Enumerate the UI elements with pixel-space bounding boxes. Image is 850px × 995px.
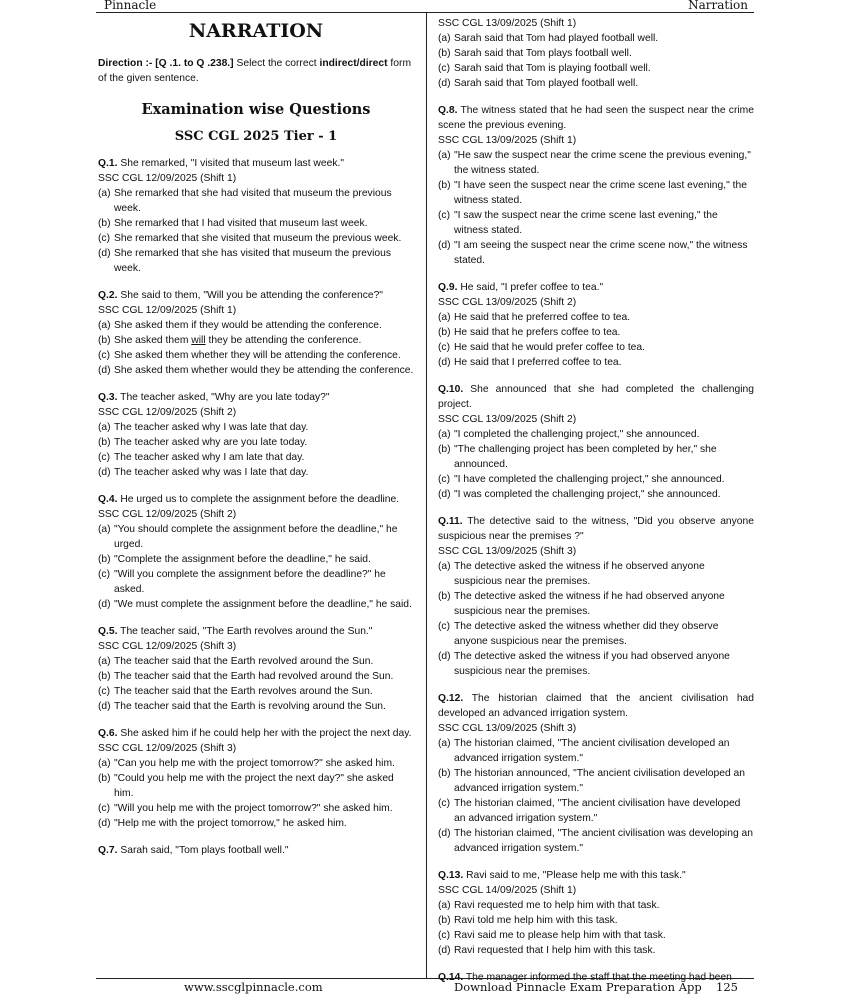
exam-source: SSC CGL 12/09/2025 (Shift 2) <box>98 509 237 520</box>
question-block <box>98 492 414 612</box>
question-text <box>438 103 754 133</box>
page-title: NARRATION <box>188 20 324 42</box>
answer-option <box>438 559 754 589</box>
question-block <box>438 103 754 268</box>
question-stem: He said, "I prefer coffee to tea." <box>460 282 604 293</box>
option-text: Sarah said that Tom plays football well. <box>454 48 632 59</box>
question-block <box>98 156 414 276</box>
option-letter: (b) <box>98 554 111 565</box>
question-block <box>98 390 414 480</box>
exam-source: SSC CGL 13/09/2025 (Shift 2) <box>438 297 577 308</box>
right-question-list <box>438 16 754 985</box>
option-letter: (b) <box>438 180 451 191</box>
question-block <box>438 382 754 502</box>
answer-option <box>98 567 414 597</box>
question-number: Q.13. <box>438 870 464 881</box>
option-text: The detective asked the witness if you had observed anyone suspicious near the premises. <box>454 651 730 677</box>
question-stem: She asked him if he could help her with the project the next day. <box>120 728 412 739</box>
answer-option <box>98 552 414 567</box>
option-letter: (c) <box>98 233 111 244</box>
answer-option <box>98 597 414 612</box>
option-letter: (d) <box>98 818 111 829</box>
answer-option <box>98 450 414 465</box>
answer-option <box>98 435 414 450</box>
answer-option <box>98 231 414 246</box>
question-text <box>98 624 414 639</box>
question-number: Q.6. <box>98 728 118 739</box>
answer-option <box>98 684 414 699</box>
answer-option <box>438 355 754 370</box>
answer-option <box>98 522 414 552</box>
option-text: "I have completed the challenging project," she announced. <box>454 474 725 485</box>
option-letter: (d) <box>98 599 111 610</box>
option-text: The teacher asked why are you late today. <box>114 437 308 448</box>
question-number: Q.10. <box>438 384 464 395</box>
answer-option <box>98 669 414 684</box>
answer-option <box>438 913 754 928</box>
question-stem: The historian claimed that the ancient civilisation had developed an advanced irrigation system. <box>438 693 754 719</box>
header-chapter: Narration <box>688 0 748 12</box>
option-letter: (c) <box>438 342 451 353</box>
option-text: "I was completed the challenging project," she announced. <box>454 489 721 500</box>
answer-option <box>438 943 754 958</box>
option-text: The teacher said that the Earth revolves around the Sun. <box>114 686 373 697</box>
option-letter: (c) <box>438 63 451 74</box>
question-stem: The witness stated that he had seen the suspect near the crime scene the previous evening. <box>438 105 754 131</box>
exam-source: SSC CGL 14/09/2025 (Shift 1) <box>438 885 577 896</box>
question-number: Q.7. <box>98 845 118 856</box>
option-letter: (a) <box>438 150 451 161</box>
exam-source: SSC CGL 12/09/2025 (Shift 1) <box>98 305 237 316</box>
option-text: "Will you help me with the project tomorrow?" she asked him. <box>114 803 393 814</box>
question-text <box>98 843 414 858</box>
answer-option <box>98 465 414 480</box>
option-letter: (c) <box>98 686 111 697</box>
option-letter: (c) <box>438 798 451 809</box>
answer-option <box>98 363 414 378</box>
exam-source: SSC CGL 13/09/2025 (Shift 3) <box>438 723 577 734</box>
option-text: She asked them if they would be attending the conference. <box>114 320 382 331</box>
answer-option <box>98 348 414 363</box>
subsection-heading: SSC CGL 2025 Tier - 1 <box>174 129 338 144</box>
option-text: The teacher asked why I was late that day. <box>114 422 309 433</box>
option-text: The teacher said that the Earth is revolving around the Sun. <box>114 701 386 712</box>
option-letter: (d) <box>438 78 451 89</box>
option-text: The historian claimed, "The ancient civilisation was developing an advanced irrigation system." <box>454 828 753 854</box>
option-text: Ravi requested that I help him with this task. <box>454 945 656 956</box>
option-letter: (a) <box>438 429 451 440</box>
answer-option <box>438 472 754 487</box>
answer-option <box>98 216 414 231</box>
answer-option <box>98 420 414 435</box>
question-number: Q.8. <box>438 105 458 116</box>
option-letter: (c) <box>438 930 451 941</box>
question-block <box>438 514 754 679</box>
answer-option <box>98 699 414 714</box>
option-letter: (c) <box>98 803 111 814</box>
footer-rule <box>96 978 754 979</box>
option-text: "He saw the suspect near the crime scene the previous evening," the witness stated. <box>454 150 751 176</box>
option-text: She remarked that she has visited that museum the previous week. <box>114 248 392 274</box>
question-number: Q.4. <box>98 494 118 505</box>
option-letter: (a) <box>98 320 111 331</box>
question-stem: The detective said to the witness, "Did you observe anyone suspicious near the premises ?" <box>438 516 754 542</box>
question-text <box>98 156 414 171</box>
question-block <box>98 288 414 378</box>
question-stem: The manager informed the staff that the meeting had been <box>465 972 732 983</box>
option-letter: (d) <box>438 651 451 662</box>
question-stem: Sarah said, "Tom plays football well." <box>120 845 289 856</box>
option-letter: (a) <box>438 900 451 911</box>
answer-option <box>438 826 754 856</box>
option-text: "The challenging project has been completed by her," she announced. <box>454 444 717 470</box>
exam-source: SSC CGL 13/09/2025 (Shift 2) <box>438 414 577 425</box>
direction-text-after: form of the given sentence. <box>98 58 412 84</box>
option-text: "I am seeing the suspect near the crime scene now," the witness stated. <box>454 240 748 266</box>
answer-option <box>98 333 414 348</box>
option-letter: (a) <box>98 656 111 667</box>
option-text: "I saw the suspect near the crime scene last evening," the witness stated. <box>454 210 718 236</box>
option-letter: (d) <box>98 467 111 478</box>
option-text: The teacher asked why I am late that day. <box>114 452 305 463</box>
question-text <box>98 492 414 507</box>
answer-option <box>98 318 414 333</box>
option-letter: (d) <box>98 701 111 712</box>
question-block <box>98 843 414 858</box>
option-text: Ravi said me to please help him with that task. <box>454 930 666 941</box>
option-letter: (a) <box>98 758 111 769</box>
answer-option <box>438 898 754 913</box>
option-letter: (b) <box>98 671 111 682</box>
answer-option <box>438 928 754 943</box>
option-letter: (a) <box>438 33 451 44</box>
option-letter: (b) <box>438 444 451 455</box>
answer-option <box>438 340 754 355</box>
exam-source: SSC CGL 12/09/2025 (Shift 3) <box>98 641 237 652</box>
option-text: "I completed the challenging project," she announced. <box>454 429 700 440</box>
question-number: Q.5. <box>98 626 118 637</box>
question-text <box>98 726 414 741</box>
answer-option <box>438 325 754 340</box>
option-text: "I have seen the suspect near the crime scene last evening," the witness stated. <box>454 180 747 206</box>
answer-option <box>438 31 754 46</box>
question-text <box>98 390 414 405</box>
question-number: Q.9. <box>438 282 458 293</box>
option-text: "You should complete the assignment before the deadline," he urged. <box>114 524 398 550</box>
option-letter: (d) <box>98 365 111 376</box>
answer-option <box>438 736 754 766</box>
answer-option <box>438 766 754 796</box>
answer-option <box>98 186 414 216</box>
answer-option <box>98 654 414 669</box>
question-number: Q.14. <box>438 972 464 983</box>
question-stem: The teacher said, "The Earth revolves around the Sun." <box>120 626 373 637</box>
option-text: The detective asked the witness whether did they observe anyone suspicious near the premises. <box>454 621 719 647</box>
exam-source: SSC CGL 13/09/2025 (Shift 3) <box>438 546 577 557</box>
option-letter: (d) <box>438 489 451 500</box>
direction-text <box>98 56 414 86</box>
exam-source: SSC CGL 12/09/2025 (Shift 3) <box>98 743 237 754</box>
option-letter: (c) <box>98 350 111 361</box>
answer-option <box>438 589 754 619</box>
option-text: She asked them whether would they be attending the conference. <box>114 365 414 376</box>
option-text: She remarked that I had visited that museum last week. <box>114 218 368 229</box>
option-letter: (c) <box>438 474 451 485</box>
option-letter: (c) <box>438 621 451 632</box>
question-stem: Ravi said to me, "Please help me with this task." <box>466 870 686 881</box>
exam-source: SSC CGL 13/09/2025 (Shift 1) <box>438 135 577 146</box>
answer-option <box>438 487 754 502</box>
question-text <box>438 280 754 295</box>
answer-option <box>438 46 754 61</box>
question-stem: She announced that she had completed the challenging project. <box>438 384 754 410</box>
direction-text-before: Select the correct <box>233 58 320 69</box>
option-letter: (d) <box>438 357 451 368</box>
question-block <box>438 16 754 91</box>
header-rule <box>96 12 754 13</box>
option-text: "Will you complete the assignment before the deadline?" he asked. <box>114 569 386 595</box>
option-letter: (b) <box>438 327 451 338</box>
answer-option <box>438 178 754 208</box>
option-text: The teacher said that the Earth revolved around the Sun. <box>114 656 374 667</box>
option-letter: (c) <box>98 569 111 580</box>
question-number: Q.12. <box>438 693 464 704</box>
option-letter: (b) <box>438 48 451 59</box>
question-block <box>98 624 414 714</box>
option-letter: (a) <box>98 188 111 199</box>
direction-label: Direction :- [Q .1. to Q .238.] <box>98 58 234 69</box>
answer-option <box>98 816 414 831</box>
answer-option <box>438 427 754 442</box>
option-letter: (a) <box>438 738 451 749</box>
option-text: Sarah said that Tom is playing football well. <box>454 63 651 74</box>
question-text <box>438 868 754 883</box>
option-letter: (a) <box>98 524 111 535</box>
option-letter: (d) <box>438 240 451 251</box>
option-text: He said that he preferred coffee to tea. <box>454 312 631 323</box>
option-letter: (b) <box>98 773 111 784</box>
exam-source: SSC CGL 12/09/2025 (Shift 2) <box>98 407 237 418</box>
column-divider <box>426 12 427 978</box>
option-text: "We must complete the assignment before the deadline," he said. <box>114 599 412 610</box>
answer-option <box>438 796 754 826</box>
option-letter: (b) <box>438 768 451 779</box>
answer-option <box>98 756 414 771</box>
header-brand: Pinnacle <box>104 0 157 12</box>
question-block <box>98 726 414 831</box>
option-text: Sarah said that Tom played football well. <box>454 78 639 89</box>
footer-website: www.sscglpinnacle.com <box>184 980 323 994</box>
question-block <box>438 691 754 856</box>
option-text: The detective asked the witness if he had observed anyone suspicious near the premises. <box>454 591 725 617</box>
option-letter: (b) <box>98 335 111 346</box>
option-text: The historian claimed, "The ancient civilisation developed an advanced irrigation system." <box>454 738 730 764</box>
option-letter: (a) <box>438 561 451 572</box>
answer-option <box>98 246 414 276</box>
option-text: She asked them whether they will be attending the conference. <box>114 350 401 361</box>
option-letter: (b) <box>438 915 451 926</box>
option-text: "Complete the assignment before the deadline," he said. <box>114 554 371 565</box>
option-letter: (b) <box>438 591 451 602</box>
answer-option <box>438 208 754 238</box>
option-text: The historian announced, "The ancient civilisation developed an advanced irrigation system." <box>454 768 746 794</box>
question-stem: He urged us to complete the assignment before the deadline. <box>120 494 400 505</box>
footer-page-number: 125 <box>716 980 738 994</box>
option-text: The teacher asked why was I late that day. <box>114 467 309 478</box>
exam-source: SSC CGL 12/09/2025 (Shift 1) <box>98 173 237 184</box>
option-letter: (a) <box>438 312 451 323</box>
question-stem: The teacher asked, "Why are you late today?" <box>120 392 330 403</box>
right-column <box>438 16 754 985</box>
option-text: Sarah said that Tom had played football well. <box>454 33 659 44</box>
option-text: She asked them will they be attending the conference. <box>114 335 362 346</box>
option-letter: (b) <box>98 218 111 229</box>
option-letter: (c) <box>98 452 111 463</box>
option-text: She remarked that she had visited that museum the previous week. <box>114 188 392 214</box>
footer-app-promo: Download Pinnacle Exam Preparation App <box>454 980 702 994</box>
exam-source: SSC CGL 13/09/2025 (Shift 1) <box>438 18 577 29</box>
question-block <box>438 868 754 958</box>
option-text: "Could you help me with the project the next day?" she asked him. <box>114 773 394 799</box>
option-text: He said that he would prefer coffee to tea. <box>454 342 645 353</box>
question-text <box>438 691 754 721</box>
question-number: Q.2. <box>98 290 118 301</box>
question-text <box>98 288 414 303</box>
option-text: The teacher said that the Earth had revolved around the Sun. <box>114 671 394 682</box>
answer-option <box>98 801 414 816</box>
left-column <box>98 16 414 858</box>
left-question-list <box>98 156 414 858</box>
section-heading: Examination wise Questions <box>141 101 371 118</box>
option-letter: (d) <box>438 828 451 839</box>
question-number: Q.1. <box>98 158 118 169</box>
question-number: Q.11. <box>438 516 463 527</box>
answer-option <box>438 310 754 325</box>
question-block <box>438 280 754 370</box>
answer-option <box>438 649 754 679</box>
option-text: Ravi requested me to help him with that task. <box>454 900 660 911</box>
option-letter: (b) <box>98 437 111 448</box>
option-text: He said that I preferred coffee to tea. <box>454 357 622 368</box>
option-text: Ravi told me help him with this task. <box>454 915 618 926</box>
option-text: "Help me with the project tomorrow," he asked him. <box>114 818 347 829</box>
question-text <box>438 514 754 544</box>
option-letter: (d) <box>438 945 451 956</box>
option-text: She remarked that she visited that museum the previous week. <box>114 233 402 244</box>
answer-option <box>438 619 754 649</box>
answer-option <box>98 771 414 801</box>
option-text: The historian claimed, "The ancient civilisation have developed an advanced irrigation system." <box>454 798 741 824</box>
answer-option <box>438 148 754 178</box>
option-letter: (c) <box>438 210 451 221</box>
option-letter: (d) <box>98 248 111 259</box>
option-text: "Can you help me with the project tomorrow?" she asked him. <box>114 758 395 769</box>
question-number: Q.3. <box>98 392 118 403</box>
answer-option <box>438 76 754 91</box>
page-header <box>0 0 850 14</box>
option-letter: (a) <box>98 422 111 433</box>
option-text: The detective asked the witness if he observed anyone suspicious near the premises. <box>454 561 705 587</box>
answer-option <box>438 442 754 472</box>
question-text <box>438 382 754 412</box>
direction-emphasis: indirect/direct <box>319 58 388 69</box>
question-stem: She said to them, "Will you be attending the conference?" <box>120 290 383 301</box>
option-text: He said that he prefers coffee to tea. <box>454 327 621 338</box>
answer-option <box>438 61 754 76</box>
question-stem: She remarked, "I visited that museum last week." <box>120 158 344 169</box>
answer-option <box>438 238 754 268</box>
